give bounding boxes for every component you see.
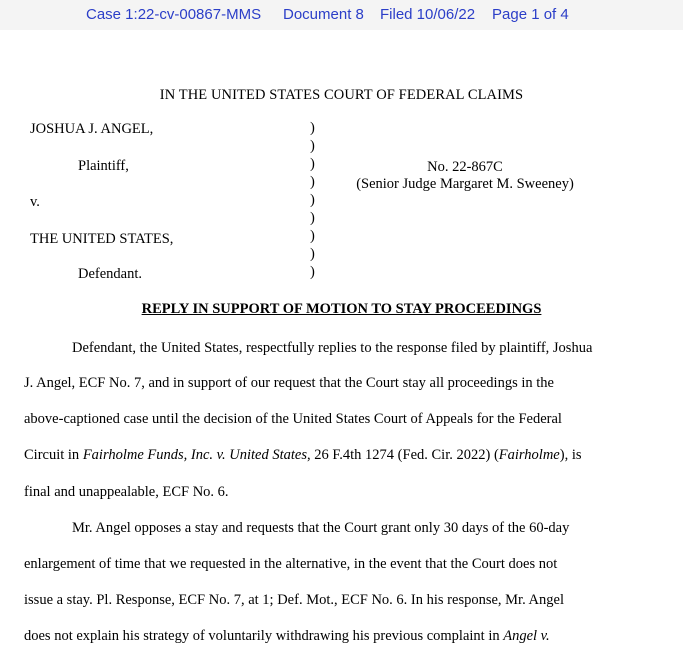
paragraph-line: enlargement of time that we requested in the alternative, in the event that the Court does not xyxy=(24,556,558,572)
defendant-role: Defendant. xyxy=(78,266,143,282)
paragraph-line: above-captioned case until the decision of the United States Court of Appeals for the Federal xyxy=(24,411,562,427)
text-run: Circuit in xyxy=(24,447,83,463)
caption-paren: ) xyxy=(310,246,315,262)
ecf-header-bar xyxy=(0,0,683,30)
caption-paren: ) xyxy=(310,138,315,154)
document-heading: REPLY IN SUPPORT OF MOTION TO STAY PROCEEDINGS xyxy=(141,301,542,317)
ecf-document-number: Document 8 xyxy=(283,6,364,23)
paragraph-line: J. Angel, ECF No. 7, and in support of our request that the Court stay all proceedings in the xyxy=(24,375,554,391)
case-number: No. 22-867C xyxy=(427,159,503,175)
paragraph-line: Mr. Angel opposes a stay and requests that the Court grant only 30 days of the 60-day xyxy=(72,520,570,536)
caption-paren: ) xyxy=(310,174,315,190)
caption-paren: ) xyxy=(310,210,315,226)
caption-paren: ) xyxy=(310,192,315,208)
paragraph-line xyxy=(24,628,550,645)
paragraph-line: issue a stay. Pl. Response, ECF No. 7, at 1; Def. Mot., ECF No. 6. In his response, Mr. Angel xyxy=(24,592,564,608)
text-run: does not explain his strategy of voluntarily withdrawing his previous complaint in xyxy=(24,628,504,644)
judge-name: (Senior Judge Margaret M. Sweeney) xyxy=(356,176,574,192)
paragraph-line: Defendant, the United States, respectfully replies to the response filed by plaintiff, Joshua xyxy=(72,340,593,356)
plaintiff-name: JOSHUA J. ANGEL, xyxy=(30,121,154,137)
versus-label: v. xyxy=(30,194,40,210)
ecf-filed-date: Filed 10/06/22 xyxy=(380,6,476,23)
paragraph-line: final and unappealable, ECF No. 6. xyxy=(24,484,229,500)
caption-parentheses xyxy=(310,119,320,281)
defendant-name: THE UNITED STATES, xyxy=(30,231,174,247)
text-run: , 26 F.4th 1274 (Fed. Cir. 2022) ( xyxy=(307,447,499,463)
text-run: ), is xyxy=(559,447,582,463)
paragraph-line xyxy=(24,447,581,464)
caption-paren: ) xyxy=(310,156,315,172)
ecf-page-count: Page 1 of 4 xyxy=(492,6,569,23)
case-citation-italic: Fairholme Funds, Inc. v. United States xyxy=(82,447,307,463)
caption-paren: ) xyxy=(310,264,315,280)
caption-paren: ) xyxy=(310,228,315,244)
court-title: IN THE UNITED STATES COURT OF FEDERAL CLAIMS xyxy=(159,87,524,103)
case-short-name-italic: Fairholme xyxy=(498,447,560,463)
plaintiff-role: Plaintiff, xyxy=(78,158,129,174)
case-citation-italic: Angel v. xyxy=(503,628,550,644)
caption-paren: ) xyxy=(310,120,315,136)
ecf-case-number: Case 1:22-cv-00867-MMS xyxy=(86,6,262,23)
